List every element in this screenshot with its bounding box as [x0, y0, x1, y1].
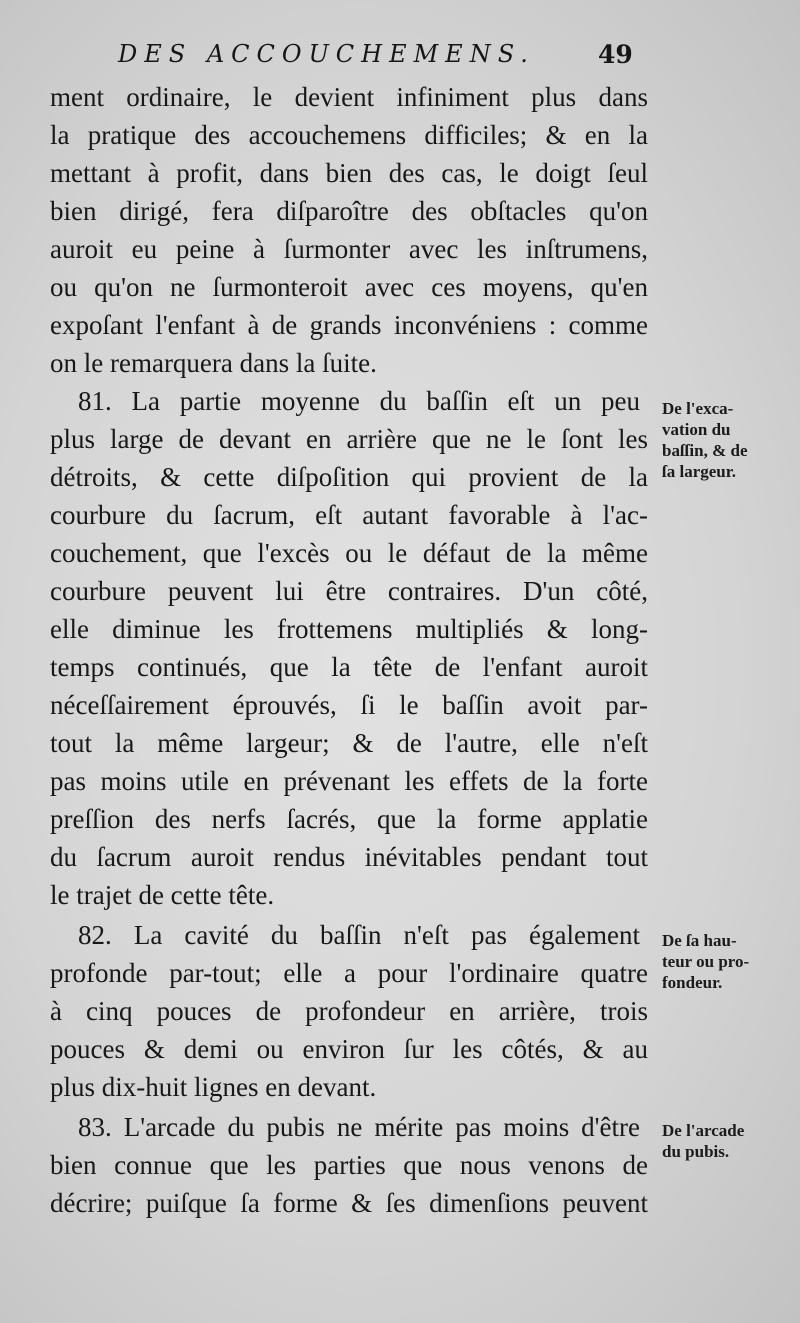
text-line: on le remarquera dans la ſuite.: [50, 348, 377, 378]
text-line: plus large de devant en arrière que ne le ſont les: [50, 424, 648, 454]
margin-note-line: De l'arcade: [662, 1121, 745, 1140]
margin-note-line: vation du: [662, 420, 731, 439]
text-line: le trajet de cette tête.: [50, 880, 275, 910]
text-line: ment ordinaire, le devient infiniment plus dans: [50, 82, 648, 112]
running-title: DES ACCOUCHEMENS.: [118, 40, 535, 68]
text-line: profonde par-tout; elle a pour l'ordinaire quatre: [50, 958, 648, 988]
text-line: courbure du ſacrum, eſt autant favorable à l'ac-: [50, 500, 648, 530]
page-number: 49: [598, 40, 633, 69]
text-line: preſſion des nerfs ſacrés, que la forme applatie: [50, 804, 648, 834]
text-line: mettant à profit, dans bien des cas, le doigt ſeul: [50, 158, 648, 188]
margin-note-excavation: [662, 398, 748, 482]
margin-note-arcade: [662, 1120, 744, 1162]
text-line: du ſacrum auroit rendus inévitables pendant tout: [50, 842, 648, 872]
text-line: tout la même largeur; & de l'autre, elle n'eſt: [50, 728, 648, 758]
margin-note-line: teur ou pro-: [662, 952, 750, 971]
text-line: 83. L'arcade du pubis ne mérite pas moins d'être: [78, 1112, 640, 1142]
text-line: auroit eu peine à ſurmonter avec les inſtrumens,: [50, 234, 648, 264]
margin-note-line: baſſin, & de: [662, 441, 748, 460]
text-line: 82. La cavité du baſſin n'eſt pas également: [78, 920, 640, 950]
text-line: elle diminue les frottemens multipliés & long-: [50, 614, 648, 644]
text-line: ou qu'on ne ſurmonteroit avec ces moyens, qu'en: [50, 272, 648, 302]
text-line: bien connue que les parties que nous venons de: [50, 1150, 648, 1180]
text-line: expoſant l'enfant à de grands inconvéniens : comme: [50, 310, 648, 340]
text-line: 81. La partie moyenne du baſſin eſt un peu: [78, 386, 640, 416]
text-line: couchement, que l'excès ou le défaut de la même: [50, 538, 648, 568]
text-line: pouces & demi ou environ ſur les côtés, & au: [50, 1034, 648, 1064]
text-line: néceſſairement éprouvés, ſi le baſſin avoit par-: [50, 690, 648, 720]
text-line: détroits, & cette diſpoſition qui provient de la: [50, 462, 648, 492]
text-line: pas moins utile en prévenant les effets de la forte: [50, 766, 648, 796]
margin-note-line: ſa largeur.: [662, 462, 736, 481]
margin-note-line: De l'exca-: [662, 399, 734, 418]
text-line: décrire; puiſque ſa forme & ſes dimenſions peuvent: [50, 1188, 648, 1218]
text-line: courbure peuvent lui être contraires. D'un côté,: [50, 576, 648, 606]
text-line: plus dix-huit lignes en devant.: [50, 1072, 377, 1102]
text-line: à cinq pouces de profondeur en arrière, trois: [50, 996, 648, 1026]
text-line: temps continués, que la tête de l'enfant auroit: [50, 652, 648, 682]
margin-note-line: du pubis.: [662, 1142, 730, 1161]
margin-note-hauteur: [662, 930, 749, 993]
margin-note-line: De ſa hau-: [662, 931, 737, 950]
margin-note-line: fondeur.: [662, 973, 723, 992]
text-line: bien dirigé, fera diſparoître des obſtacles qu'on: [50, 196, 648, 226]
text-line: la pratique des accouchemens difficiles; & en la: [50, 120, 648, 150]
